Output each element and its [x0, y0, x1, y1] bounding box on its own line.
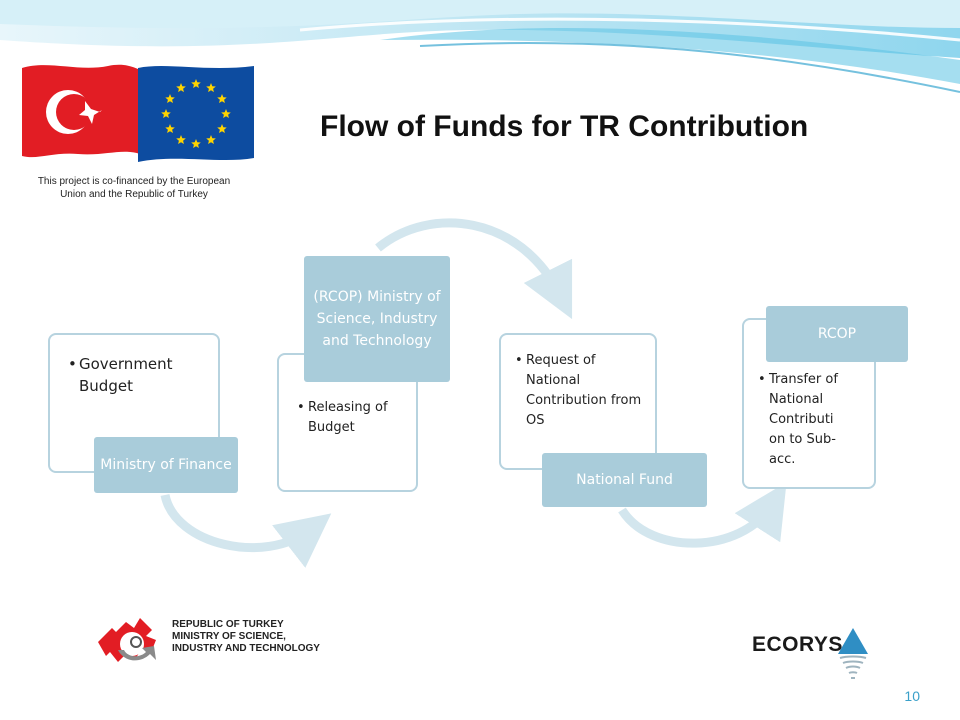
step-1-bullet: • Government Budget — [68, 353, 209, 397]
cofinance-line-2: Union and the Republic of Turkey — [60, 189, 208, 200]
step-2-label: (RCOP) Ministry of Science, Industry and Technology — [304, 256, 450, 382]
ministry-name — [172, 619, 432, 655]
ministry-line-2: MINISTRY OF SCIENCE, — [172, 631, 286, 642]
page-number: 10 — [904, 688, 920, 704]
ministry-line-3: INDUSTRY AND TECHNOLOGY — [172, 643, 320, 654]
ministry-line-1: REPUBLIC OF TURKEY — [172, 619, 284, 630]
arrow-3-to-4 — [622, 505, 772, 543]
step-2-bullet: • Releasing of Budget — [297, 398, 418, 438]
step-4-label: RCOP — [766, 306, 908, 362]
ecorys-logo-icon — [836, 626, 870, 682]
flow-step-3 — [499, 333, 657, 470]
ecorys-logo-text: ECORYS — [752, 633, 843, 656]
ministry-logo — [96, 610, 170, 672]
page-title: Flow of Funds for TR Contribution — [320, 110, 809, 143]
step-3-bullet: • Request of National Contribution from OS — [515, 351, 646, 431]
step-1-label: Ministry of Finance — [94, 437, 238, 493]
step-4-bullet: • Transfer of National Contributi on to Sub-acc. — [758, 370, 853, 470]
step-3-label: National Fund — [542, 453, 707, 507]
cofinance-line-1: This project is co-financed by the European — [37, 176, 231, 187]
arrow-1-to-2 — [165, 495, 310, 548]
